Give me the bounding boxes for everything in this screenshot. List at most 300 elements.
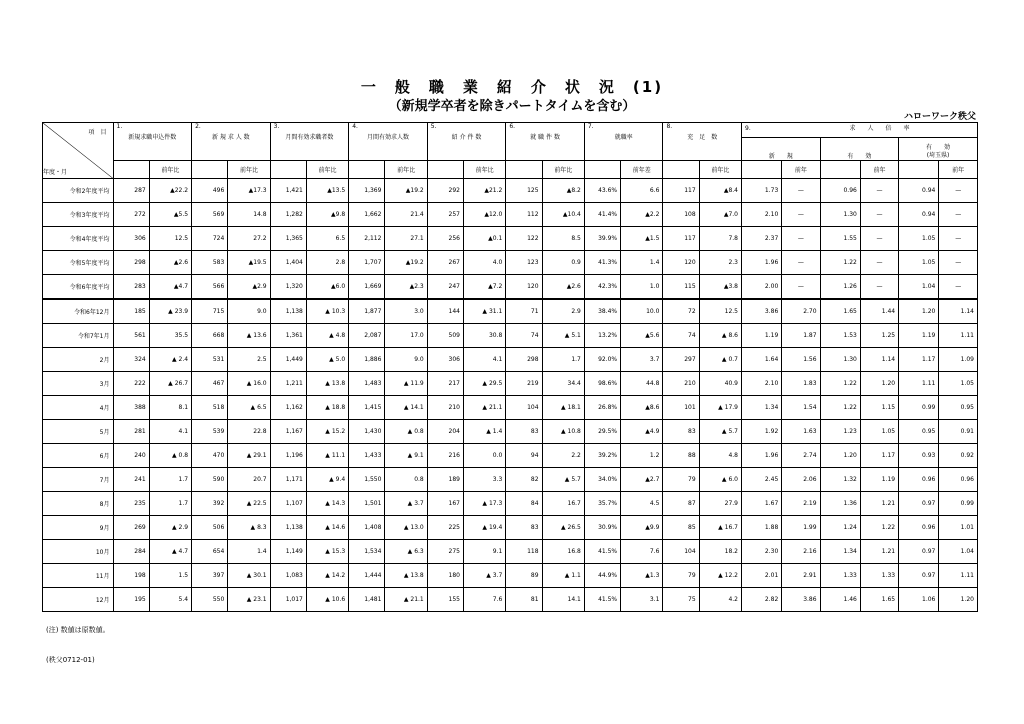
table-cell: 84: [506, 492, 542, 516]
ratio-sub-new: 新 規: [742, 137, 821, 160]
table-cell: 1.17: [860, 444, 898, 468]
table-cell: —: [782, 179, 820, 203]
table-cell: 0.94: [899, 179, 939, 203]
table-cell: ▲1.3: [621, 564, 663, 588]
table-cell: ▲ 4.8: [306, 324, 348, 348]
table-cell: 41.5%: [584, 540, 620, 564]
table-cell: 1.54: [782, 396, 820, 420]
table-cell: 222: [113, 372, 149, 396]
table-cell: 1.34: [820, 540, 860, 564]
table-cell: 240: [113, 444, 149, 468]
table-cell: ▲3.8: [699, 275, 741, 300]
table-cell: 1,107: [270, 492, 306, 516]
table-cell: 204: [427, 420, 463, 444]
table-cell: 550: [192, 588, 228, 612]
table-cell: 12.5: [149, 227, 191, 251]
table-cell: 1,501: [349, 492, 385, 516]
table-cell: 2.91: [782, 564, 820, 588]
yoy-header: 前年比: [699, 160, 741, 178]
table-cell: 1.64: [742, 348, 782, 372]
row-label: 5月: [43, 420, 114, 444]
table-cell: 590: [192, 468, 228, 492]
table-row: [43, 420, 978, 444]
table-cell: ▲ 4.7: [149, 540, 191, 564]
table-cell: —: [860, 251, 898, 275]
table-cell: 2.45: [742, 468, 782, 492]
table-cell: 1,408: [349, 516, 385, 540]
table-cell: 1,320: [270, 275, 306, 300]
table-cell: 715: [192, 299, 228, 324]
col-header-referrals: 5. 紹 介 件 数: [427, 123, 506, 161]
table-cell: 7.6: [621, 540, 663, 564]
table-cell: ▲9.9: [621, 516, 663, 540]
table-cell: —: [860, 227, 898, 251]
table-cell: 257: [427, 203, 463, 227]
table-cell: 1,138: [270, 516, 306, 540]
table-cell: 0.96: [820, 179, 860, 203]
table-cell: 2.10: [742, 372, 782, 396]
document-code: (秩父0712-01): [46, 656, 95, 664]
table-row: [43, 227, 978, 251]
table-cell: ▲ 3.7: [464, 564, 506, 588]
col-header-active-applicants: 3. 月間有効求職者数: [270, 123, 349, 161]
table-cell: 1.33: [860, 564, 898, 588]
table-cell: ▲ 6.0: [699, 468, 741, 492]
table-cell: ▲ 2.4: [149, 348, 191, 372]
table-cell: 518: [192, 396, 228, 420]
table-cell: 2.5: [228, 348, 270, 372]
col-header-placements: 6. 就 職 件 数: [506, 123, 585, 161]
table-cell: 1.24: [820, 516, 860, 540]
table-cell: 1.20: [899, 299, 939, 324]
table-cell: ▲6.0: [306, 275, 348, 300]
table-cell: 2.82: [742, 588, 782, 612]
table-cell: 0.94: [899, 203, 939, 227]
table-cell: ▲4.7: [149, 275, 191, 300]
table-cell: ▲ 26.5: [542, 516, 584, 540]
table-cell: ▲ 21.1: [464, 396, 506, 420]
table-cell: 144: [427, 299, 463, 324]
table-cell: ▲4.9: [621, 420, 663, 444]
table-cell: 1.99: [782, 516, 820, 540]
table-cell: 247: [427, 275, 463, 300]
row-label: 8月: [43, 492, 114, 516]
table-cell: 14.1: [542, 588, 584, 612]
row-label: 令和5年度平均: [43, 251, 114, 275]
table-cell: 1,877: [349, 299, 385, 324]
table-cell: 2.70: [782, 299, 820, 324]
table-cell: 225: [427, 516, 463, 540]
table-cell: 0.95: [899, 420, 939, 444]
table-cell: 1.20: [860, 372, 898, 396]
table-cell: ▲ 2.9: [149, 516, 191, 540]
table-cell: 1.05: [939, 372, 978, 396]
table-cell: 298: [506, 348, 542, 372]
table-cell: 1.4: [621, 251, 663, 275]
table-cell: 298: [113, 251, 149, 275]
table-cell: 1.25: [860, 324, 898, 348]
table-cell: 1,162: [270, 396, 306, 420]
table-cell: ▲ 11.9: [385, 372, 427, 396]
table-cell: 4.8: [699, 444, 741, 468]
table-cell: ▲8.2: [542, 179, 584, 203]
table-cell: ▲ 14.2: [306, 564, 348, 588]
table-cell: 1,481: [349, 588, 385, 612]
table-cell: 21.4: [385, 203, 427, 227]
table-cell: 1.14: [939, 299, 978, 324]
table-cell: 2.16: [782, 540, 820, 564]
table-cell: 235: [113, 492, 149, 516]
ratio-sub-active: 有 効: [820, 137, 899, 160]
table-cell: 1,534: [349, 540, 385, 564]
table-cell: ▲ 11.1: [306, 444, 348, 468]
table-cell: 123: [506, 251, 542, 275]
table-cell: 189: [427, 468, 463, 492]
table-cell: 1.55: [820, 227, 860, 251]
table-cell: 539: [192, 420, 228, 444]
table-cell: 1,282: [270, 203, 306, 227]
table-cell: ▲0.1: [464, 227, 506, 251]
row-label: 6月: [43, 444, 114, 468]
table-cell: 1.73: [742, 179, 782, 203]
table-cell: ▲8.4: [699, 179, 741, 203]
table-cell: ▲ 18.8: [306, 396, 348, 420]
table-cell: 2.74: [782, 444, 820, 468]
table-cell: ▲19.5: [228, 251, 270, 275]
table-cell: 83: [663, 420, 699, 444]
table-cell: ▲9.8: [306, 203, 348, 227]
table-cell: 1.19: [742, 324, 782, 348]
table-cell: 1,404: [270, 251, 306, 275]
table-cell: 1,433: [349, 444, 385, 468]
row-label: 4月: [43, 396, 114, 420]
table-cell: ▲ 10.8: [542, 420, 584, 444]
table-cell: 2.9: [542, 299, 584, 324]
row-label: 7月: [43, 468, 114, 492]
table-cell: 120: [506, 275, 542, 300]
table-cell: 1,196: [270, 444, 306, 468]
table-cell: 219: [506, 372, 542, 396]
table-cell: ▲7.2: [464, 275, 506, 300]
table-cell: ▲10.4: [542, 203, 584, 227]
table-cell: 1.17: [899, 348, 939, 372]
table-cell: 1.05: [899, 251, 939, 275]
table-row: [43, 275, 978, 300]
table-cell: ▲ 21.1: [385, 588, 427, 612]
table-cell: ▲ 0.8: [385, 420, 427, 444]
table-cell: 1.5: [149, 564, 191, 588]
table-cell: ▲ 13.8: [306, 372, 348, 396]
col-header-filled: 8. 充 足 数: [663, 123, 742, 161]
table-cell: ▲ 5.0: [306, 348, 348, 372]
table-cell: 1.32: [820, 468, 860, 492]
table-cell: 8.5: [542, 227, 584, 251]
table-cell: —: [860, 275, 898, 300]
table-cell: 38.4%: [584, 299, 620, 324]
yoy-header: 前年比: [149, 160, 191, 178]
table-cell: 0.9: [542, 251, 584, 275]
table-cell: 1.23: [820, 420, 860, 444]
table-cell: 0.96: [899, 468, 939, 492]
table-cell: 198: [113, 564, 149, 588]
table-cell: 3.1: [621, 588, 663, 612]
table-cell: ▲ 1.1: [542, 564, 584, 588]
table-cell: 1.19: [860, 468, 898, 492]
table-cell: 561: [113, 324, 149, 348]
table-cell: 0.99: [939, 492, 978, 516]
header-row-1: [43, 123, 978, 138]
table-cell: 1,167: [270, 420, 306, 444]
table-cell: 1.96: [742, 444, 782, 468]
table-cell: 1,083: [270, 564, 306, 588]
table-cell: 1.7: [149, 468, 191, 492]
table-cell: 1,415: [349, 396, 385, 420]
table-cell: —: [860, 179, 898, 203]
table-cell: ▲ 5.7: [542, 468, 584, 492]
table-cell: 83: [506, 516, 542, 540]
table-cell: 104: [663, 540, 699, 564]
table-cell: 9.0: [385, 348, 427, 372]
table-cell: ▲7.0: [699, 203, 741, 227]
table-cell: 267: [427, 251, 463, 275]
table-cell: 44.8: [621, 372, 663, 396]
table-cell: 1.06: [899, 588, 939, 612]
table-cell: 108: [663, 203, 699, 227]
table-cell: 1.22: [820, 251, 860, 275]
table-cell: 35.5: [149, 324, 191, 348]
table-cell: 1.7: [149, 492, 191, 516]
table-cell: ▲ 8.6: [699, 324, 741, 348]
table-cell: 2.8: [306, 251, 348, 275]
table-row: [43, 251, 978, 275]
table-cell: 40.9: [699, 372, 741, 396]
table-cell: 4.5: [621, 492, 663, 516]
table-cell: ▲ 0.7: [699, 348, 741, 372]
table-cell: 2.06: [782, 468, 820, 492]
table-cell: 27.1: [385, 227, 427, 251]
table-cell: 39.2%: [584, 444, 620, 468]
table-cell: 1.22: [860, 516, 898, 540]
page-title: 一 般 職 業 紹 介 状 況 (1): [360, 78, 664, 96]
col-header-placement-rate: 7. 就職率: [584, 123, 663, 161]
table-cell: 0.97: [899, 540, 939, 564]
row-label: 令和7年1月: [43, 324, 114, 348]
table-cell: 71: [506, 299, 542, 324]
table-cell: 1.01: [939, 516, 978, 540]
table-cell: 44.9%: [584, 564, 620, 588]
table-cell: 41.3%: [584, 251, 620, 275]
table-cell: 566: [192, 275, 228, 300]
table-cell: 1,550: [349, 468, 385, 492]
prev-year-header: 前年: [782, 160, 820, 178]
table-cell: 583: [192, 251, 228, 275]
table-cell: —: [939, 179, 978, 203]
table-cell: ▲ 16.0: [228, 372, 270, 396]
table-cell: 0.95: [939, 396, 978, 420]
table-cell: 0.96: [939, 468, 978, 492]
table-cell: 1.22: [820, 372, 860, 396]
table-cell: 496: [192, 179, 228, 203]
table-cell: 87: [663, 492, 699, 516]
table-cell: 2.37: [742, 227, 782, 251]
table-cell: 724: [192, 227, 228, 251]
table-cell: 1.05: [860, 420, 898, 444]
table-cell: ▲ 23.9: [149, 299, 191, 324]
table-cell: 2,112: [349, 227, 385, 251]
table-cell: ▲1.5: [621, 227, 663, 251]
yoy-header: 前年比: [306, 160, 348, 178]
table-cell: ▲ 5.1: [542, 324, 584, 348]
row-label: 12月: [43, 588, 114, 612]
header-row-3: [43, 160, 978, 178]
table-cell: 6.5: [306, 227, 348, 251]
table-cell: 3.0: [385, 299, 427, 324]
table-cell: 1,707: [349, 251, 385, 275]
table-cell: ▲5.5: [149, 203, 191, 227]
table-cell: ▲2.7: [621, 468, 663, 492]
table-cell: ▲ 0.8: [149, 444, 191, 468]
table-cell: 1,444: [349, 564, 385, 588]
table-cell: 104: [506, 396, 542, 420]
table-cell: ▲ 6.5: [228, 396, 270, 420]
table-cell: ▲ 3.7: [385, 492, 427, 516]
table-cell: 306: [427, 348, 463, 372]
table-cell: 1.11: [939, 564, 978, 588]
row-label: 令和2年度平均: [43, 179, 114, 203]
table-cell: ▲ 9.1: [385, 444, 427, 468]
table-cell: 79: [663, 468, 699, 492]
table-cell: 467: [192, 372, 228, 396]
table-cell: —: [782, 275, 820, 300]
table-row: [43, 396, 978, 420]
table-cell: 1,886: [349, 348, 385, 372]
table-cell: 3.86: [742, 299, 782, 324]
yoy-header: 前年比: [542, 160, 584, 178]
table-cell: 5.4: [149, 588, 191, 612]
table-cell: 1.65: [820, 299, 860, 324]
table-cell: 283: [113, 275, 149, 300]
table-cell: 30.9%: [584, 516, 620, 540]
table-cell: 1.21: [860, 492, 898, 516]
table-cell: ▲ 6.3: [385, 540, 427, 564]
row-label: 10月: [43, 540, 114, 564]
table-row: [43, 564, 978, 588]
table-cell: 74: [506, 324, 542, 348]
table-cell: 1.63: [782, 420, 820, 444]
table-cell: 81: [506, 588, 542, 612]
table-cell: —: [782, 227, 820, 251]
table-cell: —: [939, 275, 978, 300]
table-cell: 470: [192, 444, 228, 468]
col-header-active-openings: 4. 月間有効求人数: [349, 123, 428, 161]
table-row: [43, 492, 978, 516]
table-cell: 392: [192, 492, 228, 516]
table-cell: 217: [427, 372, 463, 396]
table-cell: 12.5: [699, 299, 741, 324]
table-cell: ▲2.6: [542, 275, 584, 300]
table-cell: ▲ 14.3: [306, 492, 348, 516]
table-row: [43, 179, 978, 203]
table-cell: 14.8: [228, 203, 270, 227]
table-cell: 1.36: [820, 492, 860, 516]
table-cell: 195: [113, 588, 149, 612]
table-cell: 1.15: [860, 396, 898, 420]
table-cell: 668: [192, 324, 228, 348]
table-cell: ▲2.6: [149, 251, 191, 275]
table-cell: 27.9: [699, 492, 741, 516]
table-cell: ▲ 9.4: [306, 468, 348, 492]
table-cell: 1.30: [820, 203, 860, 227]
table-cell: 9.0: [228, 299, 270, 324]
table-cell: ▲21.2: [464, 179, 506, 203]
table-row: [43, 588, 978, 612]
table-row: [43, 299, 978, 324]
table-cell: 2.00: [742, 275, 782, 300]
table-cell: 125: [506, 179, 542, 203]
table-cell: 79: [663, 564, 699, 588]
table-row: [43, 444, 978, 468]
table-cell: ▲ 13.6: [228, 324, 270, 348]
table-cell: ▲ 14.6: [306, 516, 348, 540]
table-cell: 2.2: [542, 444, 584, 468]
table-cell: 1.20: [939, 588, 978, 612]
table-cell: ▲ 18.1: [542, 396, 584, 420]
table-cell: ▲8.6: [621, 396, 663, 420]
table-cell: 1,662: [349, 203, 385, 227]
row-label: 令和6年度平均: [43, 275, 114, 300]
table-cell: 83: [506, 420, 542, 444]
ratio-sub-saitama: 有 効 (埼玉県): [899, 137, 978, 160]
table-cell: 115: [663, 275, 699, 300]
table-cell: 9.1: [464, 540, 506, 564]
table-cell: 0.97: [899, 564, 939, 588]
table-cell: 241: [113, 468, 149, 492]
table-cell: ▲ 8.3: [228, 516, 270, 540]
table-cell: 297: [663, 348, 699, 372]
table-cell: 0.99: [899, 396, 939, 420]
table-cell: ▲2.9: [228, 275, 270, 300]
table-cell: 1.83: [782, 372, 820, 396]
table-cell: 0.97: [899, 492, 939, 516]
table-cell: 388: [113, 396, 149, 420]
corner-label-item: 項 目: [88, 129, 107, 136]
page-subtitle: （新規学卒者を除きパートタイムを含む）: [388, 99, 636, 114]
table-cell: ▲ 10.6: [306, 588, 348, 612]
table-cell: 2.01: [742, 564, 782, 588]
table-cell: 2.30: [742, 540, 782, 564]
table-cell: 1.33: [820, 564, 860, 588]
table-cell: 1.11: [939, 324, 978, 348]
table-cell: 654: [192, 540, 228, 564]
table-cell: 4.0: [464, 251, 506, 275]
table-cell: 41.4%: [584, 203, 620, 227]
row-label: 2月: [43, 348, 114, 372]
table-cell: ▲ 29.1: [228, 444, 270, 468]
table-cell: 8.1: [149, 396, 191, 420]
table-cell: 1.19: [899, 324, 939, 348]
table-cell: 2,087: [349, 324, 385, 348]
table-cell: 1,017: [270, 588, 306, 612]
table-cell: 1.2: [621, 444, 663, 468]
table-cell: 0.92: [939, 444, 978, 468]
table-cell: 4.1: [464, 348, 506, 372]
table-cell: 185: [113, 299, 149, 324]
table-cell: 287: [113, 179, 149, 203]
table-cell: 43.6%: [584, 179, 620, 203]
col-header-job-ratio: 9. 求 人 倍 率: [742, 123, 978, 138]
table-cell: 3.3: [464, 468, 506, 492]
table-cell: 324: [113, 348, 149, 372]
